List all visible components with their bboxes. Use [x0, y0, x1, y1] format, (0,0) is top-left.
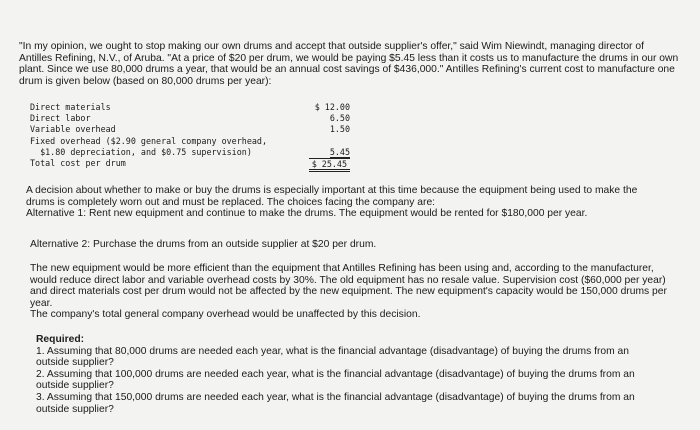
required-title: Required:	[36, 334, 85, 345]
cost-label: Total cost per drum	[30, 157, 126, 168]
cost-amount	[330, 147, 350, 158]
cost-amount: 1.50	[329, 124, 350, 135]
required-section	[36, 334, 656, 415]
decision-paragraph: A decision about whether to make or buy the drums is especially important at this time because the equipment being used to make the drums is completely worn out and must be replaced. The choices facing the company are:	[26, 185, 638, 208]
cost-total-value: $ 25.45	[309, 158, 350, 172]
cost-amount-value: 5.45	[329, 146, 350, 157]
cost-label: Fixed overhead ($2.90 general company overhead,	[30, 135, 267, 146]
cost-amount	[309, 158, 350, 172]
cost-amount: $ 12.00	[314, 102, 350, 112]
cost-table	[30, 102, 350, 169]
cost-label: Variable overhead	[30, 124, 116, 135]
equipment-block	[30, 263, 670, 321]
alternative-2: Alternative 2: Purchase the drums from an outside supplier at $20 per drum.	[30, 239, 377, 250]
cost-amount: 6.50	[329, 113, 350, 124]
cost-row	[30, 113, 350, 124]
cost-label: Direct materials	[30, 102, 111, 112]
cost-row	[30, 124, 350, 135]
equipment-paragraph: The new equipment would be more efficient than the equipment that Antilles Refining has been using and, according to the manufacturer, would reduce direct labor and variable overhead costs by 30%. The old equipment has no resale value. Supervision cost ($60,000 per year) and direct materials cost per drum would not be affected by the new equipment. The new equipment's capacity would be 150,000 drums per year.	[30, 263, 667, 309]
cost-label: $1.80 depreciation, and $0.75 supervision)	[30, 146, 252, 157]
cost-row	[30, 102, 350, 113]
question-2: 2. Assuming that 100,000 drums are needed each year, what is the financial advantage (disadvantage) of buying the drums from an outside supplier?	[36, 368, 635, 392]
question-1: 1. Assuming that 80,000 drums are needed each year, what is the financial advantage (disadvantage) of buying the drums from an outside supplier?	[36, 345, 630, 369]
cost-total-row	[30, 158, 350, 169]
alternative-1: Alternative 1: Rent new equipment and continue to make the drums. The equipment would be rented for $180,000 per year.	[26, 208, 588, 220]
cost-label: Direct labor	[30, 113, 91, 124]
decision-block	[26, 185, 666, 220]
cost-row	[30, 147, 350, 158]
overhead-paragraph: The company's total general company overhead would be unaffected by this decision.	[30, 309, 421, 321]
question-3: 3. Assuming that 150,000 drums are needed each year, what is the financial advantage (disadvantage) of buying the drums from an outside supplier?	[36, 391, 635, 415]
intro-paragraph: "In my opinion, we ought to stop making our own drums and accept that outside supplier's offer," said Wim Niewindt, managing director of Antilles Refining, N.V., of Aruba. "At a price of $20 per drum, we would be paying $5.45 less than it costs us to manufacture the drums in our own plant. Since we use 80,000 drums a year, that would be an annual cost savings of $436,000." Antilles Refining's current cost to manufacture one drum is given below (based on 80,000 drums per year):	[19, 41, 679, 87]
cost-row	[30, 136, 350, 147]
